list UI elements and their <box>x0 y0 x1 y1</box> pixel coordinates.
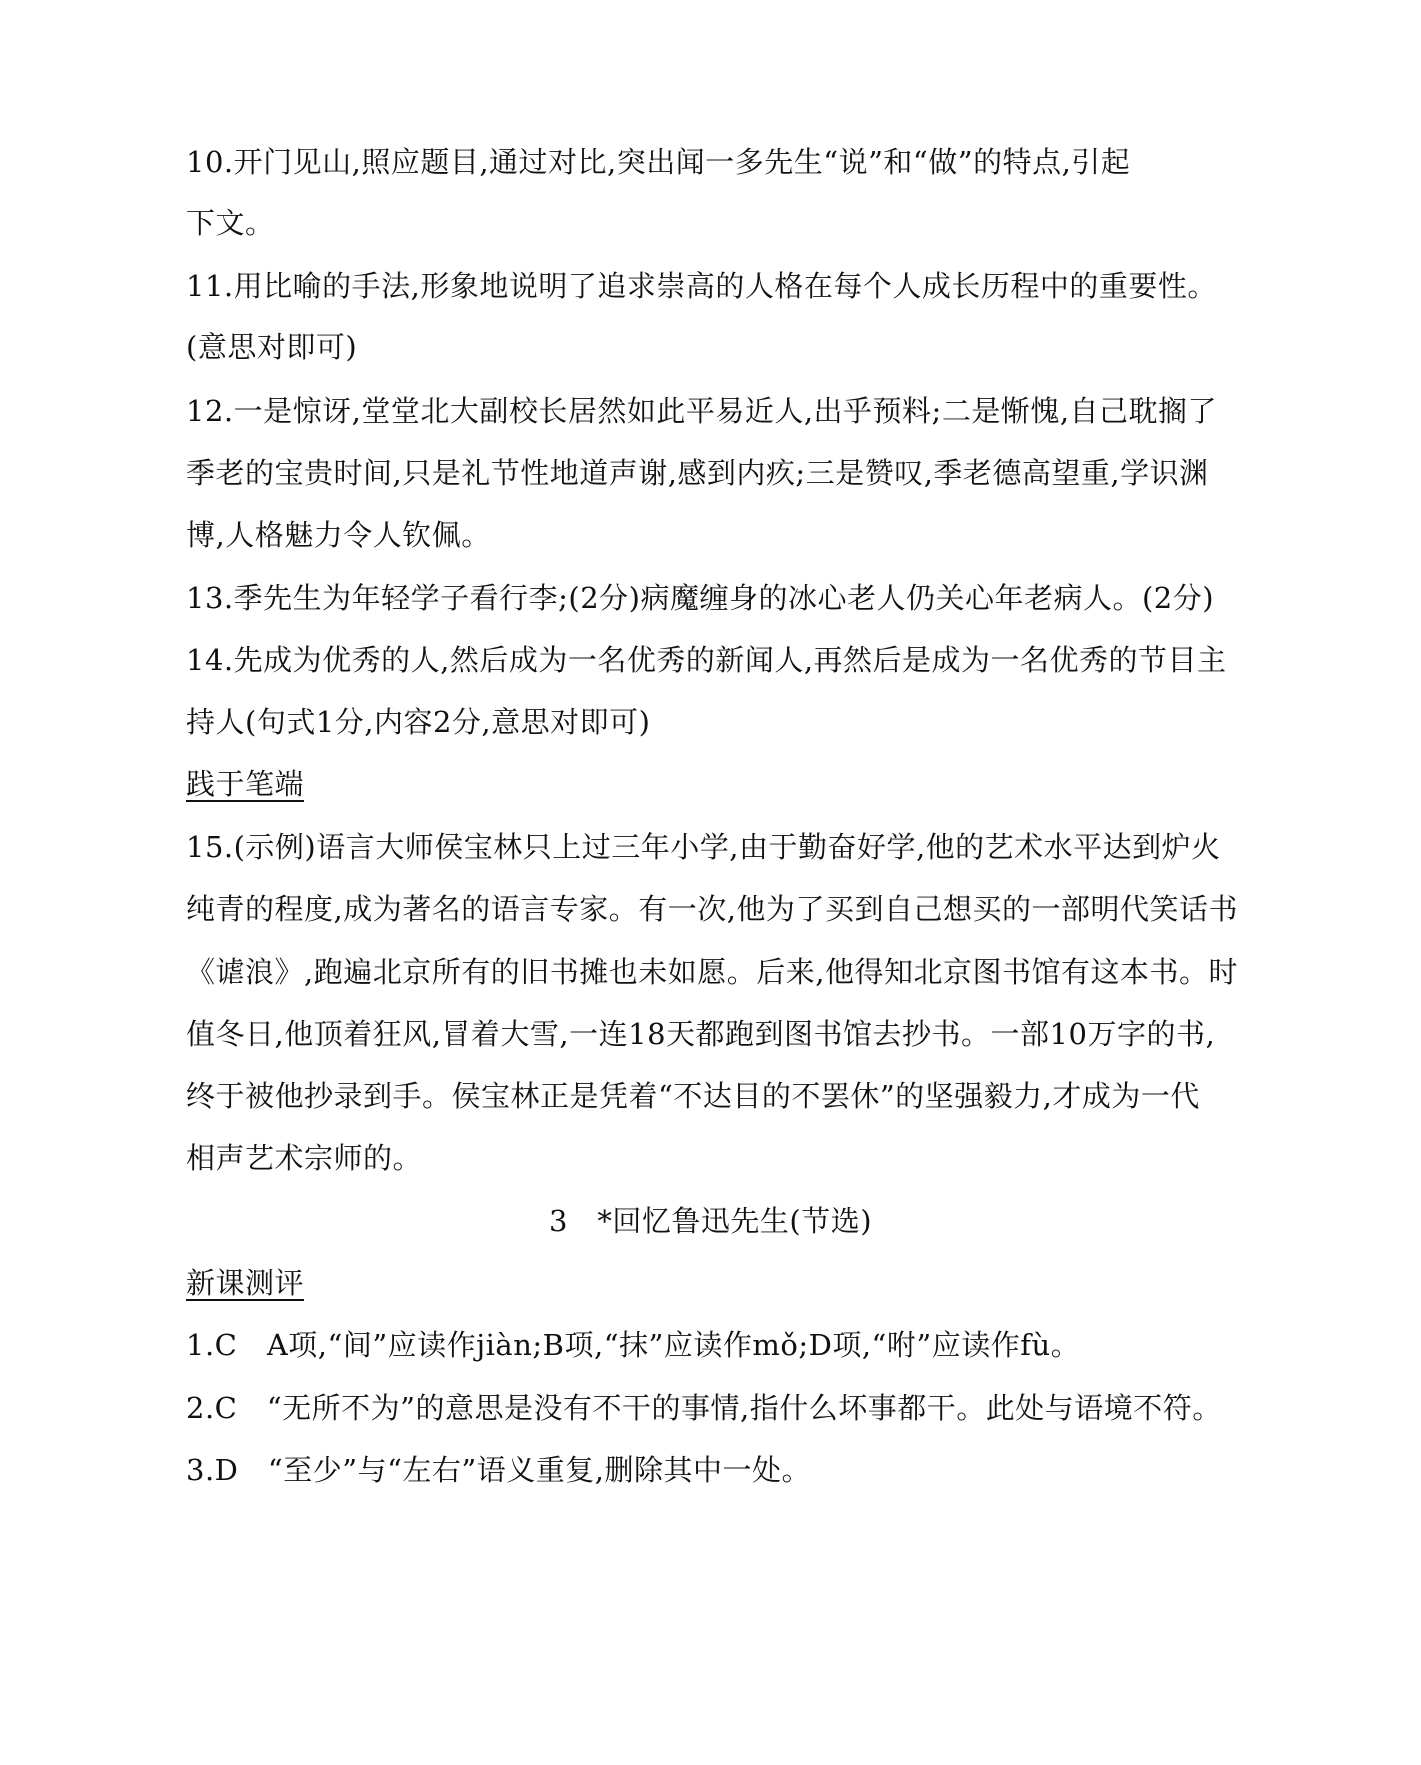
answer-3-line: 3.D “至少”与“左右”语义重复,删除其中一处。 <box>186 1453 811 1487</box>
answer-10-line-1: 10.开门见山,照应题目,通过对比,突出闻一多先生“说”和“做”的特点,引起 <box>186 145 1131 179</box>
answer-15-line-4: 值冬日,他顶着狂风,冒着大雪,一连18天都跑到图书馆去抄书。一部10万字的书, <box>186 1017 1216 1051</box>
answer-15-line-2: 纯青的程度,成为著名的语言专家。有一次,他为了买到自己想买的一部明代笑话书 <box>186 892 1238 926</box>
answer-2-line: 2.C “无所不为”的意思是没有不干的事情,指什么坏事都干。此处与语境不符。 <box>186 1391 1222 1425</box>
answer-14-line-2: 持人(句式1分,内容2分,意思对即可) <box>186 705 651 739</box>
answer-12-line-3: 博,人格魅力令人钦佩。 <box>186 518 491 552</box>
answer-15-line-5: 终于被他抄录到手。侯宝林正是凭着“不达目的不罢休”的坚强毅力,才成为一代 <box>186 1079 1200 1113</box>
answer-11-line-1: 11.用比喻的手法,形象地说明了追求崇高的人格在每个人成长历程中的重要性。 <box>186 269 1217 303</box>
answer-1-line: 1.C A项,“间”应读作jiàn;B项,“抹”应读作mǒ;D项,“咐”应读作fù。 <box>186 1328 1081 1362</box>
answer-15-line-6: 相声艺术宗师的。 <box>186 1141 423 1175</box>
answer-15-line-1: 15.(示例)语言大师侯宝林只上过三年小学,由于勤奋好学,他的艺术水平达到炉火 <box>186 830 1221 864</box>
answer-14-line-1: 14.先成为优秀的人,然后成为一名优秀的新闻人,再然后是成为一名优秀的节目主 <box>186 643 1227 677</box>
lesson-title: 3 *回忆鲁迅先生(节选) <box>548 1204 873 1238</box>
answer-15-line-3: 《谑浪》,跑遍北京所有的旧书摊也未如愿。后来,他得知北京图书馆有这本书。时 <box>186 955 1238 989</box>
answer-10-line-2: 下文。 <box>186 206 275 240</box>
answer-13-line: 13.季先生为年轻学子看行李;(2分)病魔缠身的冰心老人仍关心年老病人。(2分) <box>186 581 1215 615</box>
section-heading-xin-ke-ce-ping: 新课测评 <box>186 1266 305 1300</box>
answer-11-line-2: (意思对即可) <box>186 330 358 364</box>
section-heading-jian-yu-bi-duan: 践于笔端 <box>186 767 305 801</box>
answer-12-line-2: 季老的宝贵时间,只是礼节性地道声谢,感到内疚;三是赞叹,季老德高望重,学识渊 <box>186 456 1209 490</box>
answer-12-line-1: 12.一是惊讶,堂堂北大副校长居然如此平易近人,出乎预料;二是惭愧,自己耽搁了 <box>186 394 1218 428</box>
